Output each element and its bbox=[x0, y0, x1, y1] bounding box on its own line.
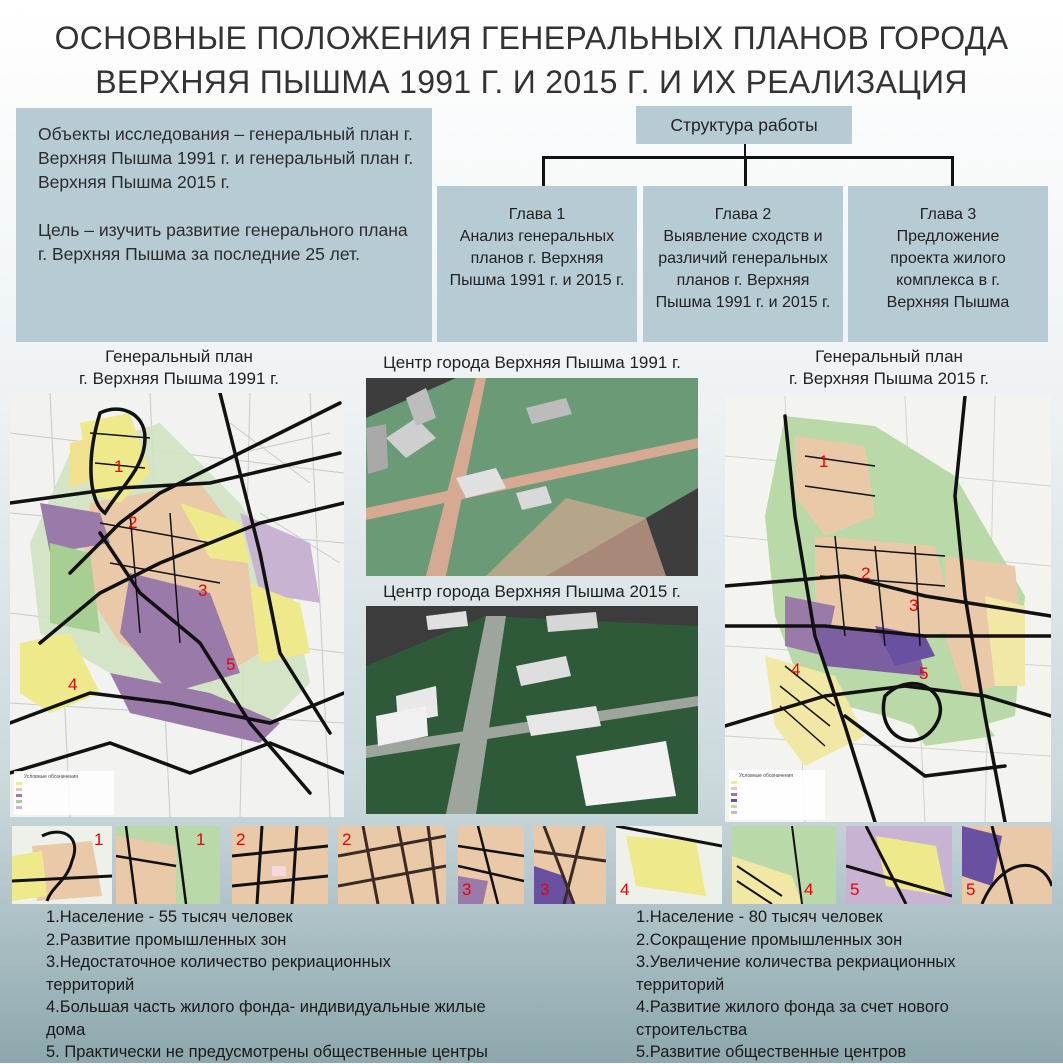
thumb-2015-zone-5 bbox=[962, 826, 1052, 904]
thumb-label: 1 bbox=[94, 830, 104, 849]
chapter-title: Глава 1 bbox=[508, 206, 566, 223]
map-2015-label-1: 1 bbox=[819, 452, 829, 471]
plan-2015-drawing bbox=[725, 396, 1051, 822]
plan-2015-caption bbox=[722, 346, 1056, 390]
thumb-label: 1 bbox=[196, 830, 206, 849]
chapter-text: Предложение проекта жилого комплекса в г. Верхняя Пышма bbox=[886, 228, 1010, 311]
tree-connector bbox=[542, 156, 954, 159]
caption-line: г. Верхняя Пышма 2015 г. bbox=[789, 369, 989, 388]
legend-2015-title: Условные обозначения bbox=[739, 773, 794, 779]
tree-connector bbox=[951, 156, 954, 186]
goal-text: Цель – изучить развитие генерального плана г. Верхняя Пышма за последние 25 лет. bbox=[38, 220, 408, 264]
thumb-label: 5 bbox=[850, 880, 860, 899]
structure-title: Структура работы bbox=[636, 106, 852, 144]
thumb-drawing bbox=[616, 826, 722, 904]
plan-1991-caption bbox=[14, 346, 344, 390]
map-2015-label-3: 3 bbox=[909, 596, 919, 615]
caption-line: Генеральный план bbox=[105, 347, 253, 366]
thumb-label: 5 bbox=[966, 880, 976, 899]
tree-connector bbox=[542, 156, 545, 186]
map-1991-label-1: 1 bbox=[114, 457, 124, 476]
chapter-title: Глава 3 bbox=[919, 206, 977, 223]
caption-line: г. Верхняя Пышма 1991 г. bbox=[79, 369, 279, 388]
thumb-label: 2 bbox=[342, 830, 352, 849]
thumb-drawing bbox=[232, 826, 328, 904]
summary-item: 1.Население - 55 тысяч человек bbox=[46, 908, 293, 926]
thumb-label: 3 bbox=[540, 880, 550, 899]
thumb-label: 2 bbox=[236, 830, 246, 849]
center-2015-caption: Центр города Верхняя Пышма 2015 г. bbox=[383, 582, 681, 601]
tree-connector bbox=[744, 156, 747, 186]
caption-line: Генеральный план bbox=[815, 347, 963, 366]
page-title bbox=[20, 16, 1043, 104]
thumb-label: 4 bbox=[620, 880, 630, 899]
summary-item: 1.Население - 80 тысяч человек bbox=[636, 908, 883, 926]
summary-2015 bbox=[636, 906, 1036, 1064]
plan-1991-drawing bbox=[10, 393, 344, 817]
thumb-1991-zone-5 bbox=[846, 826, 952, 904]
general-plan-1991-map bbox=[10, 393, 344, 817]
summary-item: 3.Увеличение количества рекриационных территорий bbox=[636, 953, 961, 994]
map-1991-label-2: 2 bbox=[128, 513, 138, 532]
thumb-2015-zone-2 bbox=[338, 826, 446, 904]
thumb-1991-zone-4 bbox=[616, 826, 722, 904]
thumb-1991-zone-2 bbox=[232, 826, 328, 904]
summary-item: 2.Сокращение промышленных зон bbox=[636, 930, 903, 949]
summary-item: 4.Большая часть жилого фонда- индивидуальные жилые дома bbox=[46, 998, 491, 1039]
thumb-2015-zone-3 bbox=[534, 826, 606, 904]
thumb-drawing bbox=[338, 826, 446, 904]
center-2015-render bbox=[366, 606, 698, 814]
thumb-1991-zone-3 bbox=[458, 826, 524, 904]
title-line-1: ОСНОВНЫЕ ПОЛОЖЕНИЯ ГЕНЕРАЛЬНЫХ ПЛАНОВ ГОРОДА bbox=[54, 20, 1009, 56]
general-plan-2015-map bbox=[725, 396, 1051, 822]
center-2015-drawing bbox=[366, 606, 698, 814]
objects-text: Объекты исследования – генеральный план г. Верхняя Пышма 1991 г. и генеральный план г. Верхняя Пышма 2015 г. bbox=[38, 124, 414, 192]
summary-item: 3.Недостаточное количество рекриационных территорий bbox=[46, 953, 396, 994]
summary-1991 bbox=[46, 906, 496, 1064]
chapter-text: Выявление сходств и различий генеральных планов г. Верхняя Пышма 1991 г. и 2015 г. bbox=[655, 228, 831, 311]
summary-item: 5. Практически не предусмотрены общественные центры bbox=[46, 1043, 488, 1061]
map-1991-label-3: 3 bbox=[198, 581, 208, 600]
map-1991-label-4: 4 bbox=[68, 675, 78, 694]
map-1991-label-5: 5 bbox=[226, 655, 236, 674]
thumb-2015-zone-4 bbox=[732, 826, 836, 904]
summary-item: 4.Развитие жилого фонда за счет нового строительства bbox=[636, 998, 954, 1039]
chapter-3-box bbox=[848, 186, 1048, 342]
center-1991-drawing bbox=[366, 378, 698, 576]
center-1991-caption: Центр города Верхняя Пышма 1991 г. bbox=[383, 353, 681, 372]
thumb-1991-zone-1 bbox=[12, 826, 112, 904]
thumb-drawing bbox=[846, 826, 952, 904]
thumb-drawing bbox=[962, 826, 1052, 904]
thumb-label: 3 bbox=[462, 880, 472, 899]
thumb-drawing bbox=[732, 826, 836, 904]
summary-item: 2.Развитие промышленных зон bbox=[46, 930, 287, 949]
center-1991-render bbox=[366, 378, 698, 576]
thumb-2015-zone-1 bbox=[116, 826, 220, 904]
thumb-label: 4 bbox=[804, 880, 814, 899]
chapter-text: Анализ генеральных планов г. Верхняя Пышма 1991 г. и 2015 г. bbox=[449, 228, 625, 289]
chapter-title: Глава 2 bbox=[714, 206, 772, 223]
intro-panel bbox=[16, 108, 432, 342]
map-2015-label-5: 5 bbox=[919, 664, 929, 683]
chapter-1-box bbox=[437, 186, 637, 342]
title-line-2: ВЕРХНЯЯ ПЫШМА 1991 Г. И 2015 Г. И ИХ РЕАЛИЗАЦИЯ bbox=[95, 64, 968, 100]
map-2015-label-2: 2 bbox=[861, 564, 871, 583]
summary-item: 5.Развитие общественные центров bbox=[636, 1043, 907, 1061]
legend-1991-title: Условные обозначения bbox=[24, 774, 79, 780]
chapter-2-box bbox=[643, 186, 843, 342]
map-2015-label-4: 4 bbox=[791, 660, 801, 679]
